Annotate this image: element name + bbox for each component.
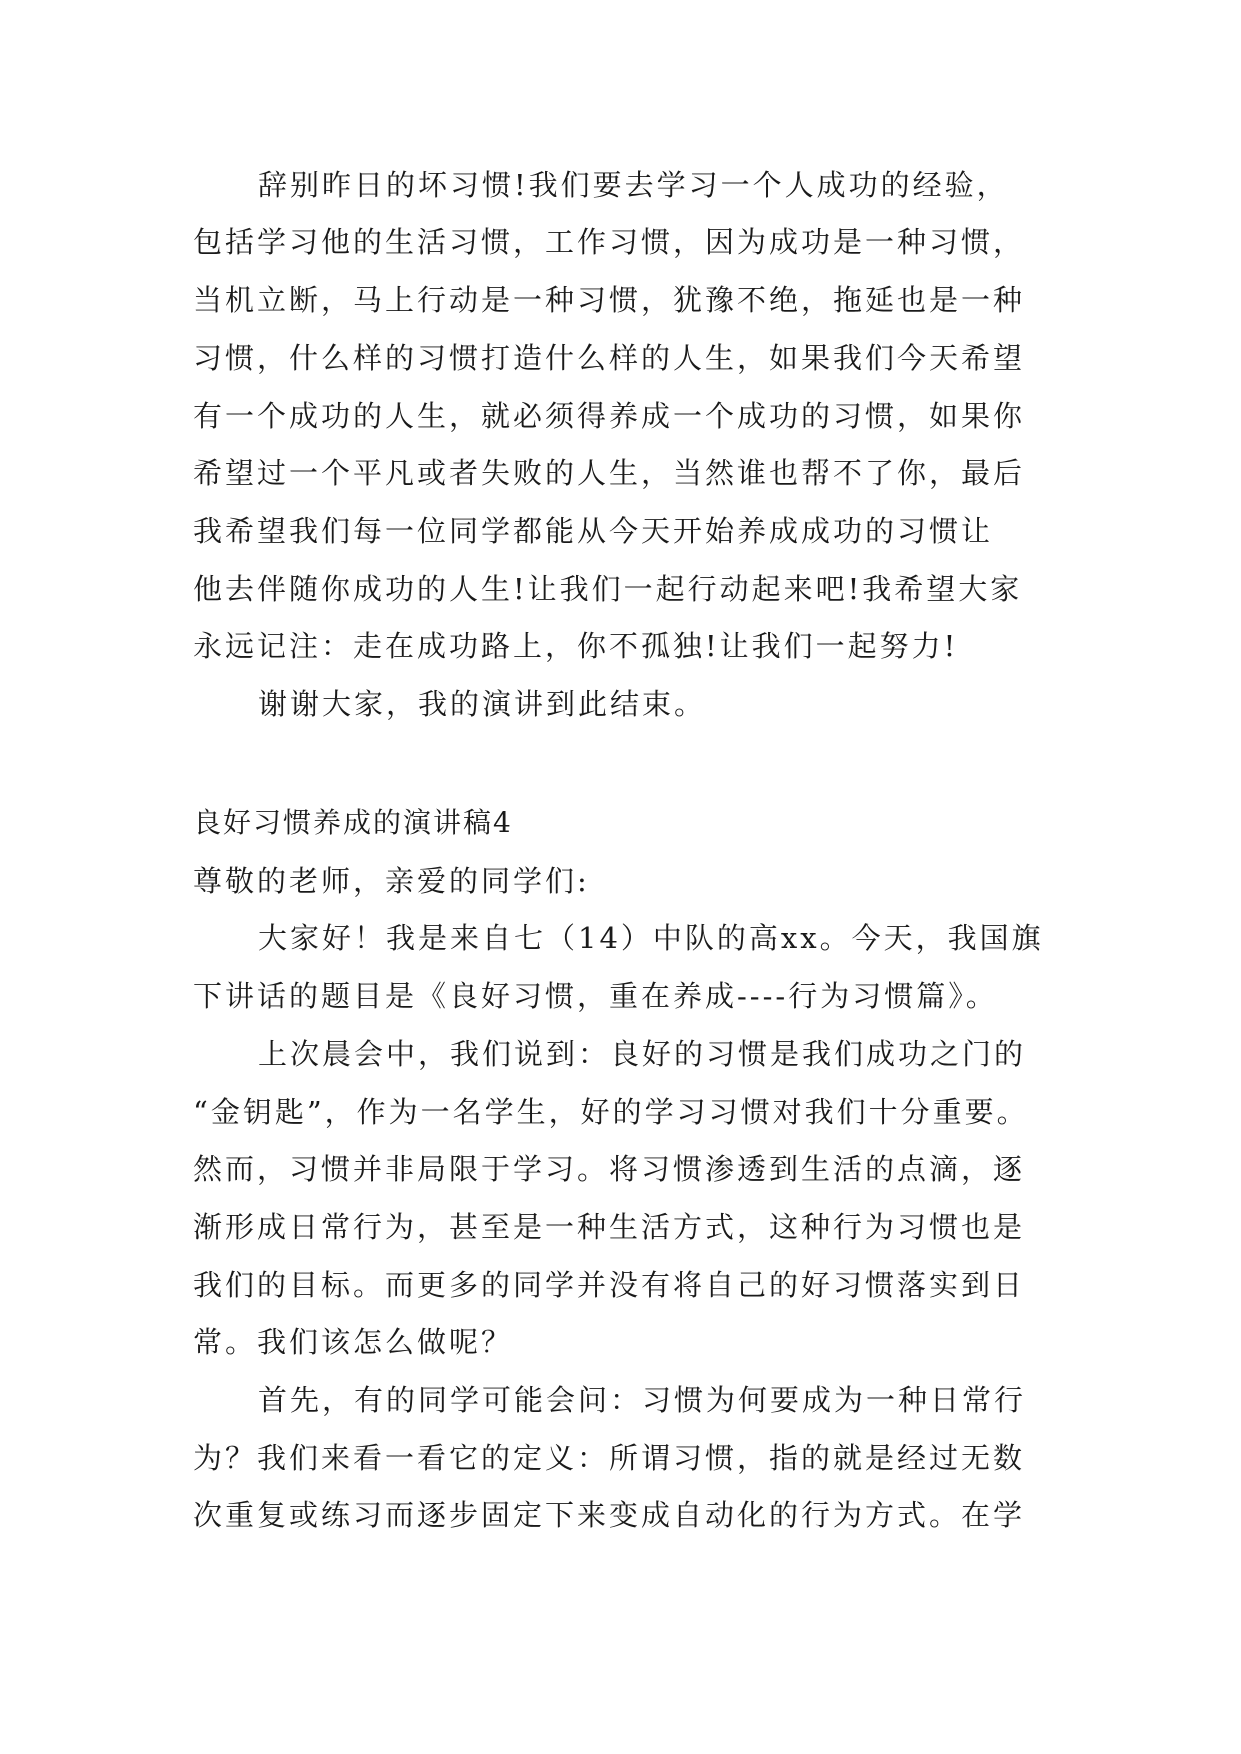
p1-line-6: 希望过一个平凡或者失败的人生，当然谁也帮不了你，最后 <box>193 456 1026 490</box>
p2-line-7: 我们的目标。而更多的同学并没有将自己的好习惯落实到日 <box>193 1268 1026 1302</box>
p1-line-5: 有一个成功的人生，就必须得养成一个成功的习惯，如果你 <box>193 399 1026 433</box>
p2-line-3: 上次晨会中，我们说到：良好的习惯是我们成功之门的 <box>258 1037 1027 1071</box>
section-title: 良好习惯养成的演讲稿4 <box>193 806 513 839</box>
p2-line-4: “金钥匙”，作为一名学生，好的学习习惯对我们十分重要。 <box>193 1095 1029 1129</box>
p2-line-5: 然而，习惯并非局限于学习。将习惯渗透到生活的点滴，逐 <box>193 1152 1026 1186</box>
p2-line-9: 首先，有的同学可能会问：习惯为何要成为一种日常行 <box>258 1383 1027 1417</box>
p1-line-8: 他去伴随你成功的人生!让我们一起行动起来吧!我希望大家 <box>193 572 1023 606</box>
p2-line-8: 常。我们该怎么做呢？ <box>193 1325 514 1359</box>
p2-line-10: 为？我们来看一看它的定义：所谓习惯，指的就是经过无数 <box>193 1441 1026 1475</box>
closing-line: 谢谢大家，我的演讲到此结束。 <box>258 687 707 721</box>
p1-line-4: 习惯，什么样的习惯打造什么样的人生，如果我们今天希望 <box>193 341 1026 375</box>
p2-line-11: 次重复或练习而逐步固定下来变成自动化的行为方式。在学 <box>193 1498 1026 1532</box>
p1-line-9: 永远记注：走在成功路上，你不孤独!让我们一起努力! <box>193 629 959 663</box>
p2-line-1: 大家好！我是来自七（14）中队的高xx。今天，我国旗 <box>258 921 1044 955</box>
salutation: 尊敬的老师，亲爱的同学们: <box>193 864 590 898</box>
p1-line-2: 包括学习他的生活习惯，工作习惯，因为成功是一种习惯， <box>193 225 1026 259</box>
p2-line-6: 渐形成日常行为，甚至是一种生活方式，这种行为习惯也是 <box>193 1210 1026 1244</box>
p2-line-2: 下讲话的题目是《良好习惯，重在养成----行为习惯篇》。 <box>193 979 998 1013</box>
p1-line-1: 辞别昨日的坏习惯!我们要去学习一个人成功的经验， <box>258 168 1009 202</box>
p1-line-3: 当机立断，马上行动是一种习惯，犹豫不绝，拖延也是一种 <box>193 283 1026 317</box>
p1-line-7: 我希望我们每一位同学都能从今天开始养成成功的习惯让 <box>193 514 994 548</box>
